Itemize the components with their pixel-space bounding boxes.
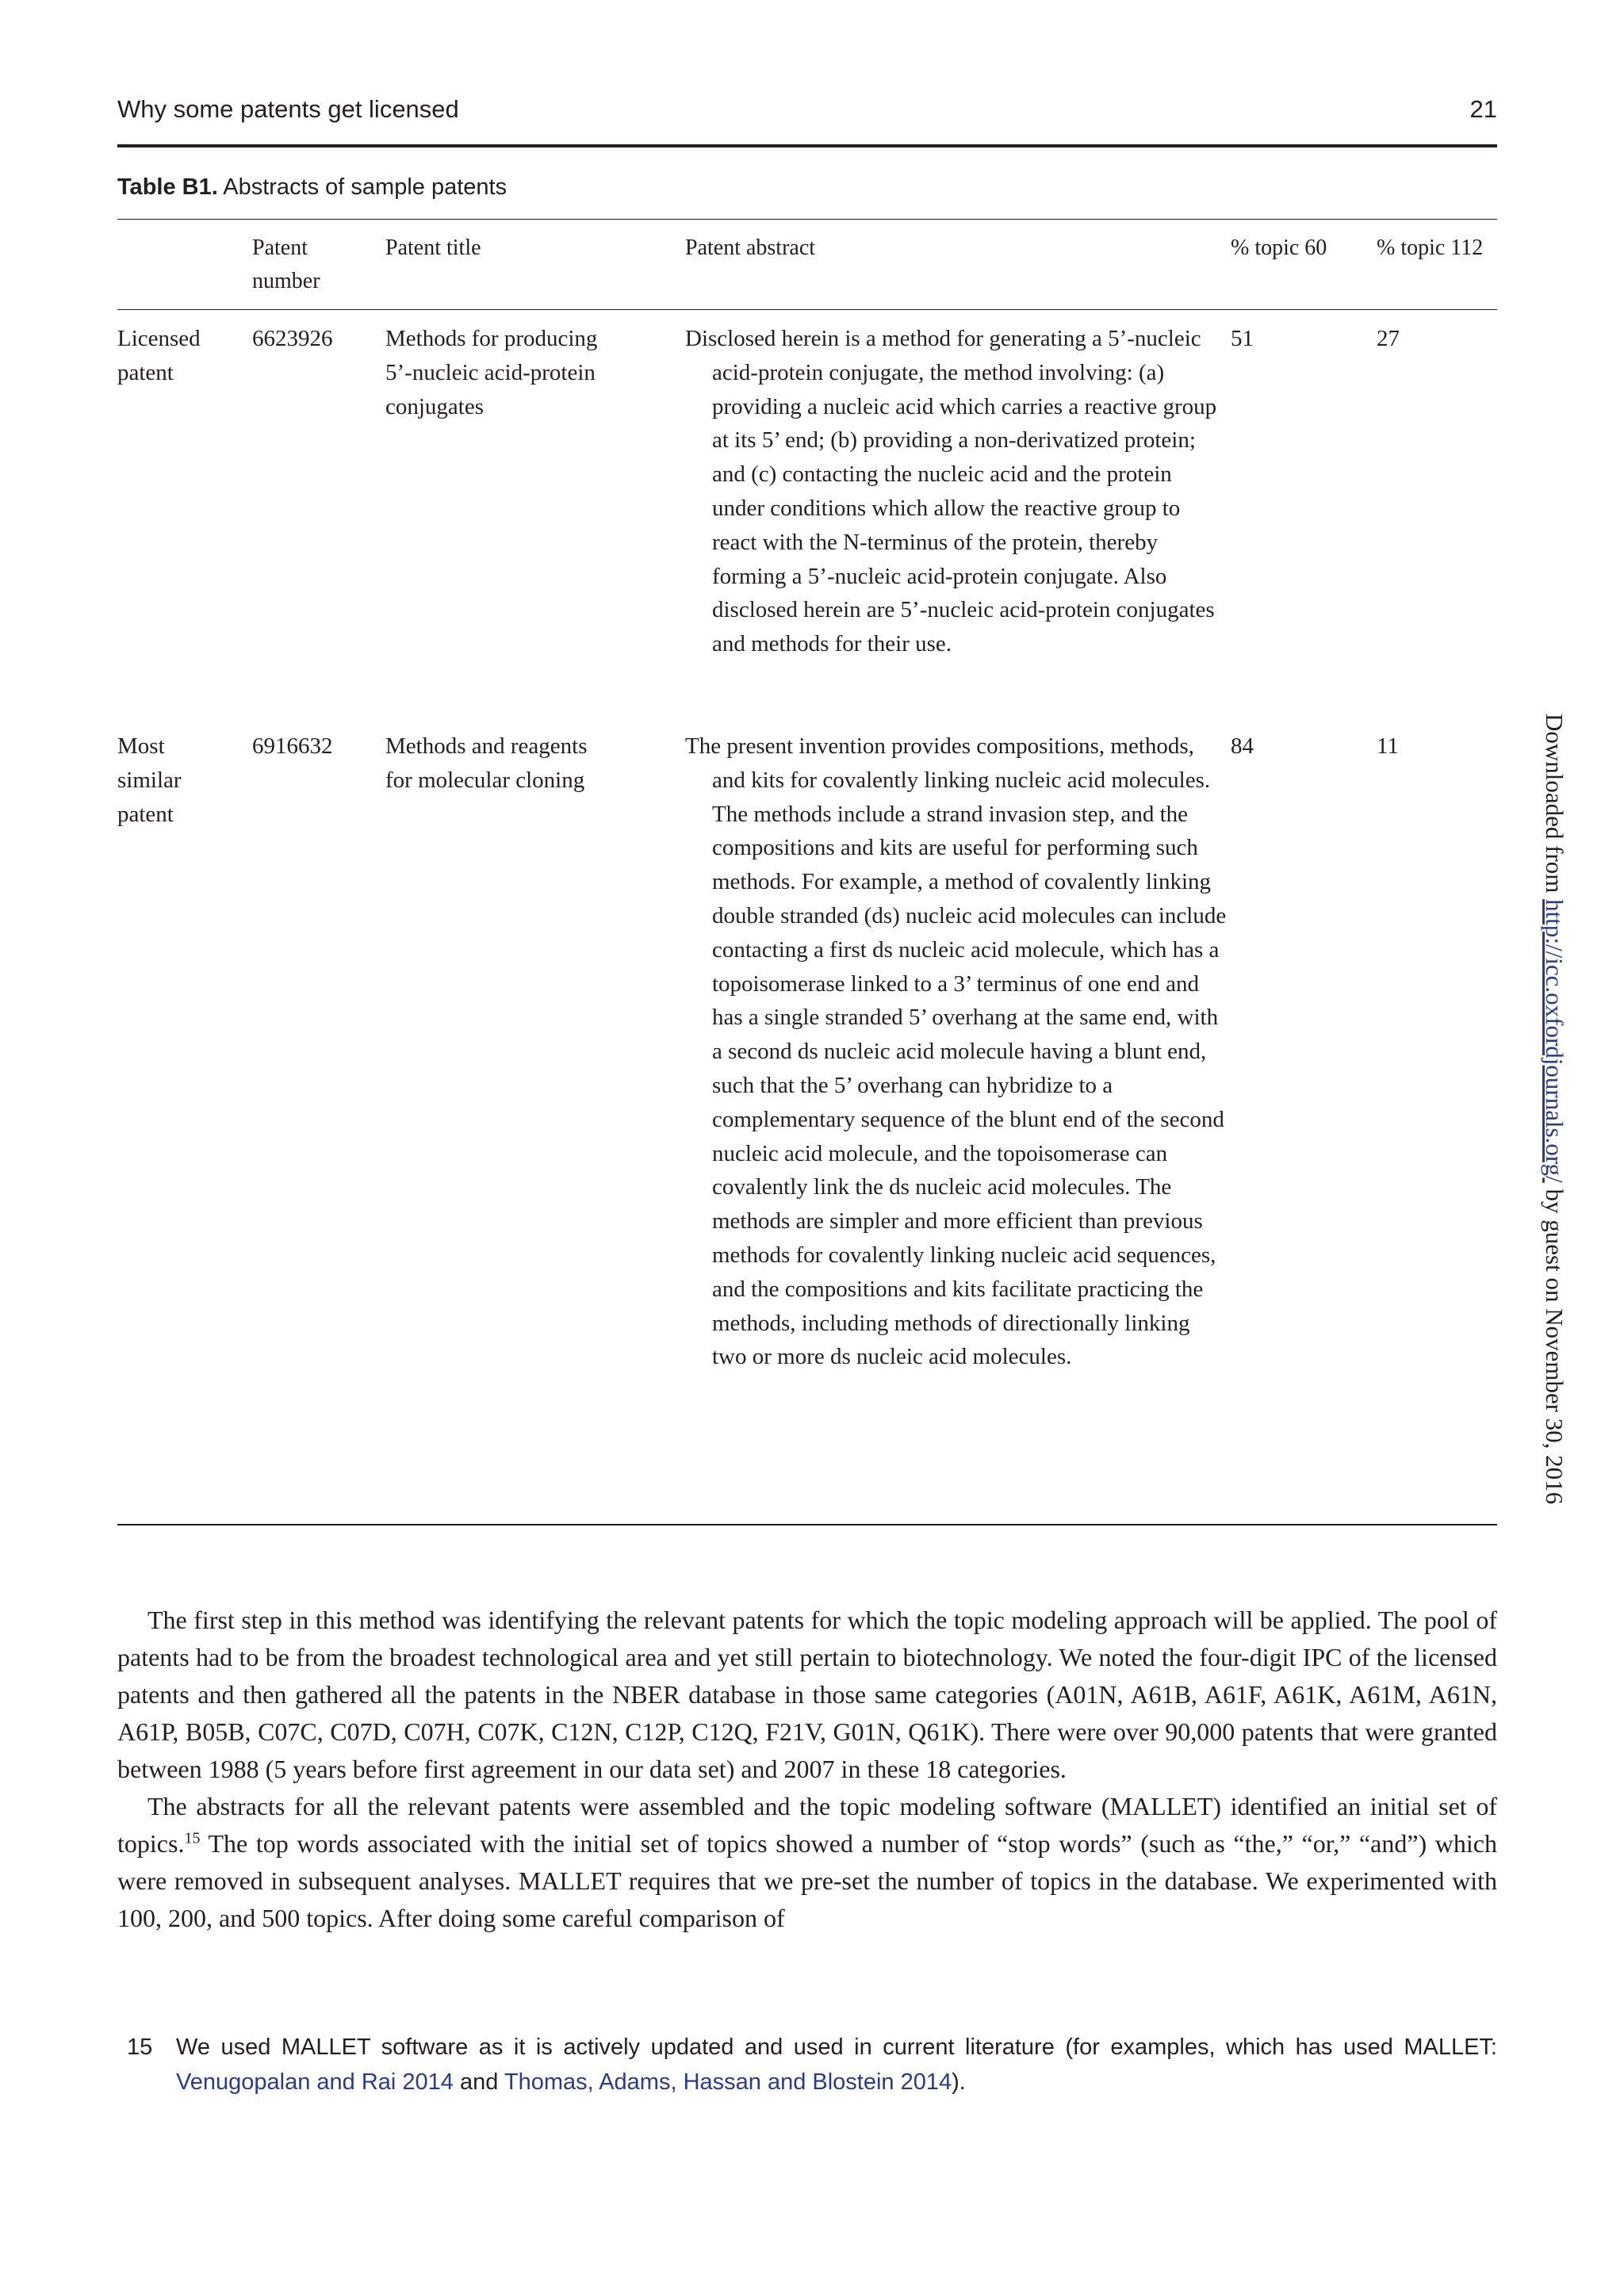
journal-url-link[interactable]: http://icc.oxfordjournals.org/ bbox=[1541, 899, 1568, 1183]
column-header-topic-60: % topic 60 bbox=[1231, 235, 1327, 260]
citation-link-venugopalan[interactable]: Venugopalan and Rai 2014 bbox=[176, 2069, 454, 2095]
running-title: Why some patents get licensed bbox=[117, 95, 459, 123]
table-caption bbox=[117, 174, 1497, 201]
body-paragraph-2: The abstracts for all the relevant patents were assembled and the topic modeling software (MALLET) identified an initial set of topics.$^{15}$ The top words associated with the initial set of topics showed a number of “stop words” (such as “the,” “or,” “and”) which were removed in subsequent analyses. MALLET requires that we pre-set the number of topics in the database. We experimented with 100, 200, and 500 topics. After doing some careful comparison of bbox=[117, 1792, 1497, 1932]
table-top-rule bbox=[117, 219, 1497, 220]
row-label-most-similar: Most similar patent bbox=[117, 733, 182, 827]
table-bottom-rule bbox=[117, 1524, 1497, 1525]
column-header-patent-title: Patent title bbox=[385, 235, 481, 260]
column-header-patent-abstract: Patent abstract bbox=[685, 235, 816, 260]
patent-title-most-similar: Methods and reagents for molecular cloning bbox=[385, 733, 588, 793]
footnote-text: We used MALLET software as it is actively updated and used in current literature (for examples, which has used MALLET: Venugopalan and Rai 2014 and Thomas, Adams, Hassan and Blostein 2014). bbox=[176, 2035, 1497, 2095]
patent-title-licensed: Methods for producing 5’-nucleic acid-protein conjugates bbox=[385, 326, 598, 419]
footnote-ref[interactable]: 15 bbox=[184, 1829, 201, 1847]
page-number: 21 bbox=[1469, 95, 1497, 123]
topic-60-most-similar: 84 bbox=[1231, 733, 1254, 759]
body-paragraph-1: The first step in this method was identifying the relevant patents for which the topic modeling approach will be applied. The pool of patents had to be from the broadest technological area and yet still pertain to biotechnology. We noted the four-digit IPC of the licensed patents and then gathered all the patents in the NBER database in those same categories (A01N, A61B, A61F, A61K, A61M, A61N, A61P, B05B, C07C, C07D, C07H, C07K, C12N, C12P, C12Q, F21V, G01N, Q61K). There were over 90,000 patents that were granted between 1988 (5 years before first agreement in our data set) and 2007 in these 18 categories. bbox=[117, 1606, 1497, 1783]
patent-number-licensed: 6623926 bbox=[252, 326, 333, 351]
table-caption-text: Abstracts of sample patents bbox=[223, 174, 508, 200]
row-label-licensed: Licensed patent bbox=[117, 326, 201, 385]
body-text bbox=[117, 1602, 1497, 1937]
column-header-patent-number: Patent number bbox=[252, 235, 320, 293]
table-header-rule bbox=[117, 309, 1497, 310]
patent-number-most-similar: 6916632 bbox=[252, 733, 333, 759]
download-watermark: Downloaded from http://icc.oxfordjournals.org/ by guest on November 30, 2016 bbox=[1541, 714, 1568, 1505]
patent-abstract-most-similar: The present invention provides compositions, methods, and kits for covalently linking nucleic acid molecules. The methods include a strand invasion step, and the compositions and kits are useful for performing such methods. For example, a method of covalently linking double stranded (ds) nucleic acid molecules can include contacting a first ds nucleic acid molecule, which has a topoisomerase linked to a 3’ terminus of one end and has a single stranded 5’ overhang at the same end, with a second ds nucleic acid molecule having a blunt end, such that the 5’ overhang can hybridize to a complementary sequence of the blunt end of the second nucleic acid molecule, and the topoisomerase can covalently link the ds nucleic acid molecules. The methods are simpler and more efficient than previous methods for covalently linking nucleic acid sequences, and the compositions and kits facilitate practicing the methods, including methods of directionally linking two or more ds nucleic acid molecules. bbox=[685, 733, 1227, 1370]
table-caption-label: Table B1. bbox=[117, 174, 218, 200]
topic-112-most-similar: 11 bbox=[1377, 733, 1399, 759]
patent-abstract-licensed: Disclosed herein is a method for generating a 5’-nucleic acid-protein conjugate, the method involving: (a) providing a nucleic acid which carries a reactive group at its 5’ end; (b) providing a non-derivatized protein; and (c) contacting the nucleic acid and the protein under conditions which allow the reactive group to react with the N-terminus of the protein, thereby forming a 5’-nucleic acid-protein conjugate. Also disclosed herein are 5’-nucleic acid-protein conjugates and methods for their use. bbox=[685, 326, 1217, 657]
column-header-topic-112: % topic 112 bbox=[1377, 235, 1484, 260]
page-header bbox=[117, 89, 1497, 147]
citation-link-thomas[interactable]: Thomas, Adams, Hassan and Blostein 2014 bbox=[504, 2069, 952, 2095]
footnote bbox=[117, 2030, 1497, 2100]
topic-60-licensed: 51 bbox=[1231, 326, 1254, 351]
footnote-number: 15 bbox=[127, 2035, 153, 2060]
topic-112-licensed: 27 bbox=[1377, 326, 1400, 351]
